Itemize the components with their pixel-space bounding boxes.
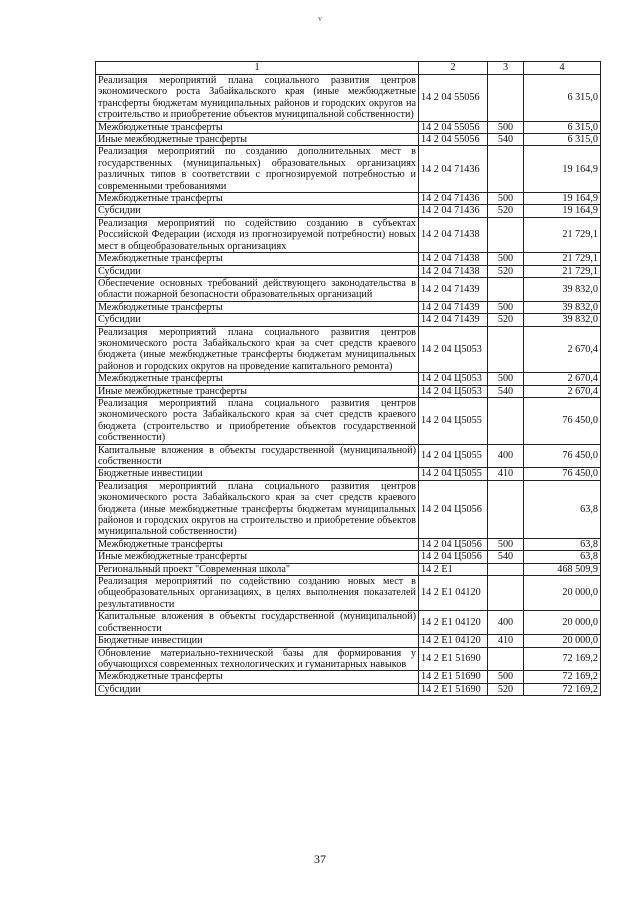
row-name-cell: Реализация мероприятий по созданию дополнительных мест в государственных (муниципальных) образовательных организациях различных типов в соответствии с прогнозируемой потребностью и современными требованиями [96,146,419,193]
row-expense-type-cell: 400 [488,611,524,635]
table-row [96,551,601,563]
row-name-cell: Иные межбюджетные трансферты [96,385,419,397]
row-expense-type-cell: 500 [488,373,524,385]
row-code-cell: 14 2 04 Ц5053 [419,373,488,385]
row-name-cell: Межбюджетные трансферты [96,373,419,385]
row-name-cell: Межбюджетные трансферты [96,121,419,133]
row-name-cell: Реализация мероприятий по содействию созданию в субъектах Российской Федерации (исходя из прогнозируемой потребности) новых мест в общеобразовательных организациях [96,217,419,252]
row-expense-type-cell: 540 [488,551,524,563]
table-row [96,253,601,265]
table-row [96,217,601,252]
row-expense-type-cell: 500 [488,538,524,550]
table-body [96,75,601,696]
row-code-cell: 14 2 04 Ц5056 [419,480,488,538]
row-name-cell: Реализация мероприятий плана социального развития центров экономического роста Забайкальского края за счет средств краевого бюджета (строительство и приобретение объектов государственной собственности) [96,397,419,444]
row-amount-cell: 20 000,0 [524,611,601,635]
row-code-cell: 14 2 04 71436 [419,146,488,193]
row-name-cell: Обеспечение основных требований действующего законодательства в области пожарной безопасности образовательных организаций [96,277,419,301]
row-amount-cell: 21 729,1 [524,217,601,252]
row-amount-cell: 21 729,1 [524,253,601,265]
table-row [96,468,601,480]
row-expense-type-cell: 410 [488,468,524,480]
table-row [96,134,601,146]
row-amount-cell: 63,8 [524,551,601,563]
row-amount-cell: 2 670,4 [524,385,601,397]
row-code-cell: 14 2 04 Ц5053 [419,385,488,397]
row-expense-type-cell [488,480,524,538]
table-row [96,373,601,385]
row-name-cell: Межбюджетные трансферты [96,538,419,550]
table-row [96,683,601,695]
row-amount-cell: 2 670,4 [524,373,601,385]
row-amount-cell: 72 169,2 [524,647,601,671]
row-name-cell: Реализация мероприятий плана социального развития центров экономического роста Забайкальского края за счет средств краевого бюджета (иные межбюджетные трансферты бюджетам муниципальных районов и городских округов на проведение капитального ремонта) [96,326,419,373]
table-row [96,277,601,301]
row-code-cell: 14 2 04 55056 [419,75,488,122]
row-amount-cell: 72 169,2 [524,683,601,695]
row-code-cell: 14 2 04 Ц5055 [419,444,488,468]
row-code-cell: 14 2 04 71438 [419,217,488,252]
row-code-cell: 14 2 04 71436 [419,193,488,205]
row-amount-cell: 76 450,0 [524,444,601,468]
row-amount-cell: 19 164,9 [524,205,601,217]
table-row [96,193,601,205]
row-amount-cell: 2 670,4 [524,326,601,373]
row-expense-type-cell: 500 [488,671,524,683]
table-row [96,444,601,468]
row-name-cell: Межбюджетные трансферты [96,301,419,313]
row-expense-type-cell: 520 [488,265,524,277]
row-code-cell: 14 2 04 71439 [419,277,488,301]
row-amount-cell: 72 169,2 [524,671,601,683]
row-amount-cell: 39 832,0 [524,277,601,301]
row-code-cell: 14 2 04 Ц5053 [419,326,488,373]
row-code-cell: 14 2 04 55056 [419,134,488,146]
row-amount-cell: 39 832,0 [524,314,601,326]
row-amount-cell: 76 450,0 [524,468,601,480]
table-row [96,205,601,217]
table-row [96,611,601,635]
row-name-cell: Региональный проект "Современная школа" [96,563,419,575]
row-expense-type-cell [488,397,524,444]
page-mark: v [318,14,322,23]
row-expense-type-cell [488,576,524,611]
row-name-cell: Иные межбюджетные трансферты [96,134,419,146]
table-row [96,121,601,133]
row-amount-cell: 21 729,1 [524,265,601,277]
table-row [96,301,601,313]
row-code-cell: 14 2 04 71439 [419,301,488,313]
table-row [96,635,601,647]
row-code-cell: 14 2 04 71439 [419,314,488,326]
row-code-cell: 14 2 04 Ц5055 [419,468,488,480]
row-expense-type-cell: 500 [488,193,524,205]
column-header: 3 [488,62,524,75]
row-expense-type-cell [488,217,524,252]
row-code-cell: 14 2 E1 04120 [419,576,488,611]
row-code-cell: 14 2 04 55056 [419,121,488,133]
row-expense-type-cell [488,277,524,301]
table-row [96,671,601,683]
row-name-cell: Субсидии [96,683,419,695]
row-code-cell: 14 2 04 71438 [419,253,488,265]
row-expense-type-cell: 500 [488,301,524,313]
row-code-cell: 14 2 E1 [419,563,488,575]
row-amount-cell: 19 164,9 [524,146,601,193]
row-expense-type-cell: 410 [488,635,524,647]
row-expense-type-cell [488,563,524,575]
table-row [96,265,601,277]
row-expense-type-cell: 500 [488,253,524,265]
table-row [96,75,601,122]
table-row [96,146,601,193]
row-expense-type-cell: 540 [488,385,524,397]
table-row [96,538,601,550]
row-name-cell: Межбюджетные трансферты [96,671,419,683]
row-code-cell: 14 2 E1 51690 [419,671,488,683]
table-row [96,314,601,326]
row-amount-cell: 63,8 [524,480,601,538]
row-amount-cell: 6 315,0 [524,121,601,133]
column-header: 1 [96,62,419,75]
row-amount-cell: 76 450,0 [524,397,601,444]
row-code-cell: 14 2 04 Ц5055 [419,397,488,444]
table-row [96,385,601,397]
row-name-cell: Капитальные вложения в объекты государственной (муниципальной) собственности [96,611,419,635]
row-code-cell: 14 2 E1 51690 [419,683,488,695]
row-expense-type-cell: 520 [488,205,524,217]
row-name-cell: Реализация мероприятий плана социального развития центров экономического роста Забайкальского края за счет средств краевого бюджета (иные межбюджетные трансферты бюджетам муниципальных районов и городских округов на строительство и приобретение объектов муниципальной собственности) [96,480,419,538]
row-name-cell: Межбюджетные трансферты [96,253,419,265]
table-row [96,397,601,444]
row-name-cell: Реализация мероприятий плана социального развития центров экономического роста Забайкальского края (иные межбюджетные трансферты бюджетам муниципальных районов и городских округов на строительство и приобретение объектов муниципальной собственности) [96,75,419,122]
table-row [96,576,601,611]
row-expense-type-cell: 500 [488,121,524,133]
row-amount-cell: 20 000,0 [524,635,601,647]
budget-table [95,61,601,696]
column-header: 2 [419,62,488,75]
row-amount-cell: 20 000,0 [524,576,601,611]
row-name-cell: Бюджетные инвестиции [96,468,419,480]
row-amount-cell: 63,8 [524,538,601,550]
row-expense-type-cell: 400 [488,444,524,468]
row-amount-cell: 39 832,0 [524,301,601,313]
row-expense-type-cell: 540 [488,134,524,146]
row-name-cell: Иные межбюджетные трансферты [96,551,419,563]
row-expense-type-cell [488,146,524,193]
table-row [96,647,601,671]
page-number: 37 [314,852,326,866]
table-row [96,480,601,538]
table-header-row [96,62,601,75]
row-code-cell: 14 2 04 71438 [419,265,488,277]
row-name-cell: Реализация мероприятий по содействию созданию новых мест в общеобразовательных организациях, в целях выполнения показателей результативности [96,576,419,611]
row-code-cell: 14 2 04 71436 [419,205,488,217]
row-code-cell: 14 2 E1 04120 [419,635,488,647]
row-expense-type-cell [488,647,524,671]
row-name-cell: Капитальные вложения в объекты государственной (муниципальной) собственности [96,444,419,468]
row-expense-type-cell [488,75,524,122]
row-name-cell: Межбюджетные трансферты [96,193,419,205]
row-name-cell: Бюджетные инвестиции [96,635,419,647]
row-amount-cell: 19 164,9 [524,193,601,205]
row-amount-cell: 468 509,9 [524,563,601,575]
table-row [96,326,601,373]
row-code-cell: 14 2 04 Ц5056 [419,538,488,550]
row-amount-cell: 6 315,0 [524,134,601,146]
row-name-cell: Субсидии [96,314,419,326]
row-expense-type-cell: 520 [488,314,524,326]
table-row [96,563,601,575]
row-name-cell: Обновление материально-технической базы для формирования у обучающихся современных технологических и гуманитарных навыков [96,647,419,671]
row-amount-cell: 6 315,0 [524,75,601,122]
row-code-cell: 14 2 E1 51690 [419,647,488,671]
row-expense-type-cell: 520 [488,683,524,695]
row-code-cell: 14 2 E1 04120 [419,611,488,635]
row-expense-type-cell [488,326,524,373]
row-name-cell: Субсидии [96,265,419,277]
row-name-cell: Субсидии [96,205,419,217]
row-code-cell: 14 2 04 Ц5056 [419,551,488,563]
column-header: 4 [524,62,601,75]
